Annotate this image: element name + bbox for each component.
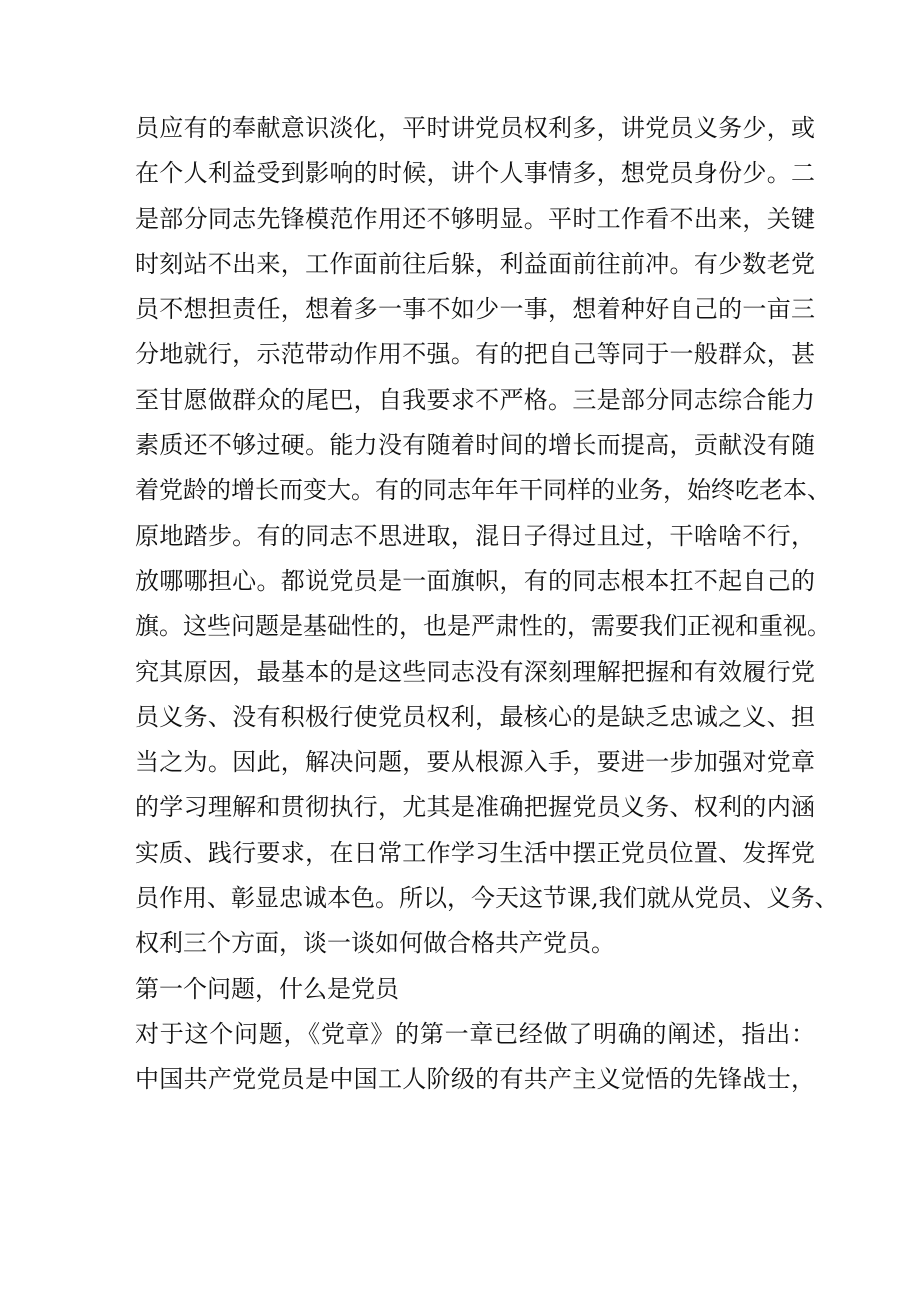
text-line: 放哪哪担心。都说党员是一面旗帜，有的同志根本扛不起自己的 (135, 566, 815, 595)
text-line: 权利三个方面，谈一谈如何做合格共产党员。 (135, 929, 615, 958)
text-line: 旗。这些问题是基础性的，也是严肃性的，需要我们正视和重视。 (135, 612, 831, 641)
text-line: 对于这个问题，《党章》的第一章已经做了明确的阐述，指出： (135, 1019, 815, 1048)
text-line: 至甘愿做群众的尾巴，自我要求不严格。三是部分同志综合能力 (135, 385, 815, 414)
text-line: 究其原因，最基本的是这些同志没有深刻理解把握和有效履行党 (135, 657, 815, 686)
text-line: 实质、践行要求，在日常工作学习生活中摆正党员位置、发挥党 (135, 838, 815, 867)
text-line: 员义务、没有积极行使党员权利，最核心的是缺乏忠诚之义、担 (135, 702, 815, 731)
text-line: 分地就行，示范带动作用不强。有的把自己等同于一般群众，甚 (135, 340, 815, 369)
text-line: 时刻站不出来，工作面前往后躲，利益面前往前冲。有少数老党 (135, 249, 815, 278)
text-line: 员应有的奉献意识淡化，平时讲党员权利多，讲党员义务少，或 (135, 114, 815, 142)
text-line: 素质还不够过硬。能力没有随着时间的增长而提高，贡献没有随 (135, 431, 815, 460)
text-line: 的学习理解和贯彻执行，尤其是准确把握党员义务、权利的内涵 (135, 793, 815, 822)
text-line: 是部分同志先锋模范作用还不够明显。平时工作看不出来，关键 (135, 204, 815, 233)
text-line: 员作用、彰显忠诚本色。所以，今天这节课,我们就从党员、义务、 (135, 884, 839, 913)
section-heading: 第一个问题，什么是党员 (135, 974, 399, 1003)
text-line: 在个人利益受到影响的时候，讲个人事情多，想党员身份少。二 (135, 159, 815, 188)
text-line: 中国共产党党员是中国工人阶级的有共产主义觉悟的先锋战士， (135, 1065, 815, 1094)
text-line: 员不想担责任，想着多一事不如少一事，想着种好自己的一亩三 (135, 295, 815, 324)
text-line: 当之为。因此，解决问题，要从根源入手，要进一步加强对党章 (135, 748, 815, 777)
text-line: 原地踏步。有的同志不思进取，混日子得过且过，干啥啥不行， (135, 521, 815, 550)
body-text (135, 106, 839, 1103)
text-line: 着党龄的增长而变大。有的同志年年干同样的业务，始终吃老本、 (135, 476, 831, 505)
